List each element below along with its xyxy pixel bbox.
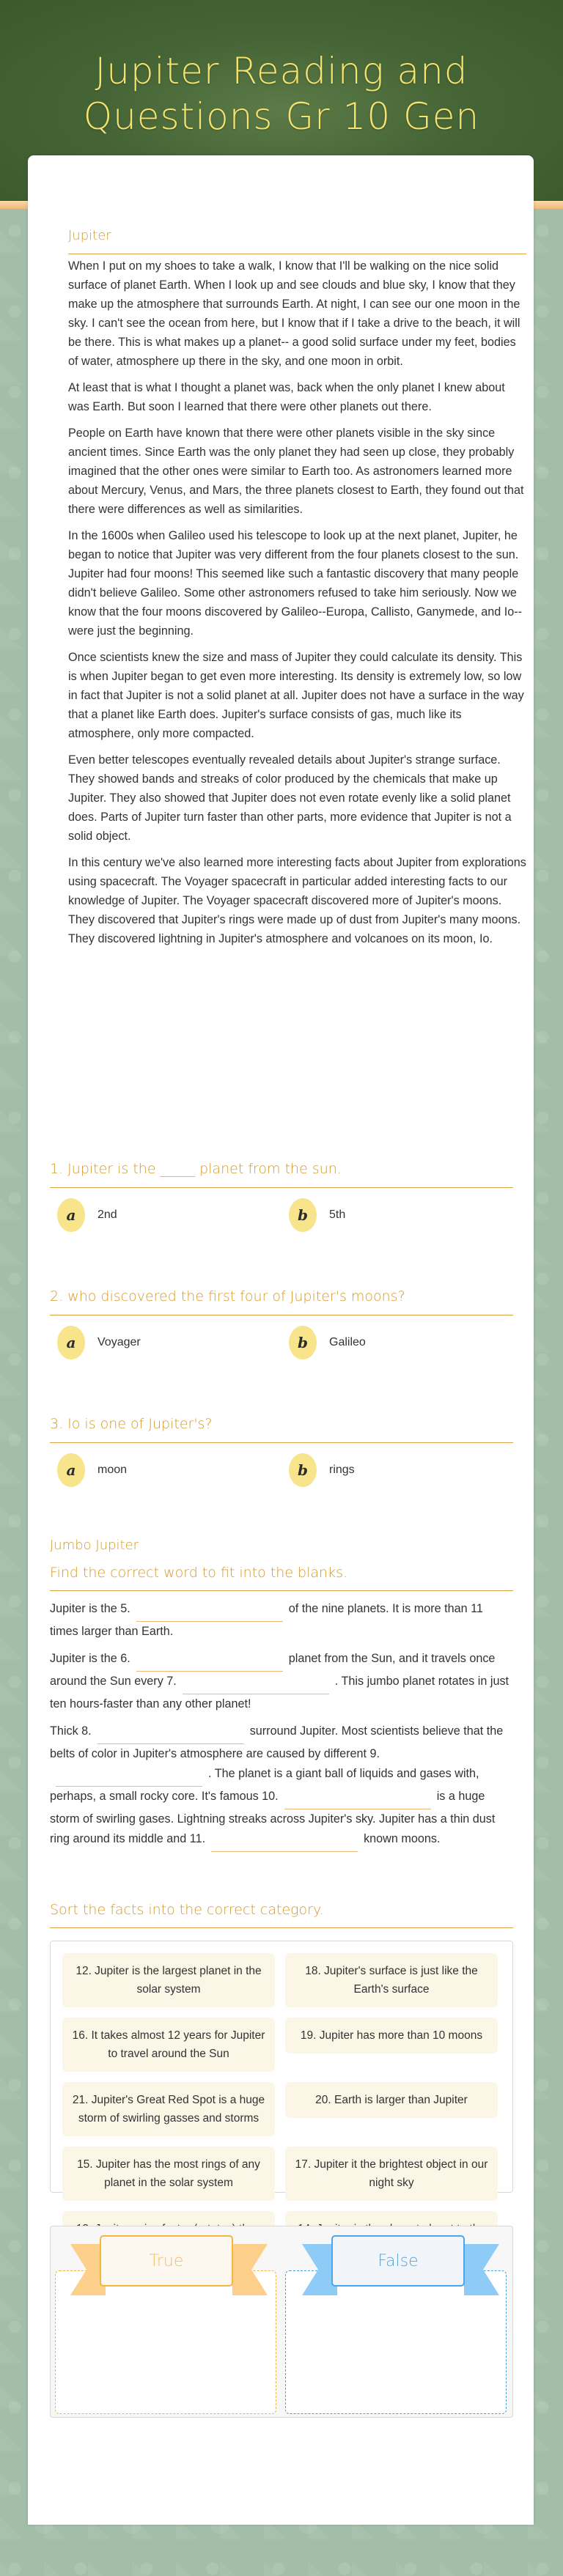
answer-options — [50, 1326, 513, 1359]
reading-paragraph: In the 1600s when Galileo used his telescope to look up at the next planet, Jupiter, he began to notice that Jupiter was very different from the four planets closest to the sun. Jupiter had four moons! This seemed like such a fantastic discovery that many people didn't believe Galileo. Some other astronomers refused to take him seriously. Now we know that the four moons discovered by Galileo--Europa, Callisto, Ganymede, and Io-- were just the beginning. — [68, 529, 523, 638]
answer-options — [50, 1198, 513, 1232]
option-letter-badge: a — [57, 1198, 85, 1232]
worksheet-card — [28, 155, 534, 2525]
blank-6-input[interactable] — [136, 1656, 283, 1672]
fact-card[interactable]: 12. Jupiter is the largest planet in the solar system — [62, 1953, 275, 2007]
fill-in-heading: Jumbo Jupiter — [50, 1538, 139, 1553]
passage-text: . The planet is a giant ball of liquids and gases with, perhaps, a small rocky core. It's famous 10. — [50, 1767, 479, 1803]
reading-paragraph: Even better telescopes eventually revealed details about Jupiter's strange surface. They showed bands and streaks of color produced by the chemicals that make up Jupiter. They also showed that Jupiter does not even rotate evenly like a solid planet does. Parts of Jupiter turn faster than other parts, more evidence that Jupiter is not a solid object. — [68, 753, 512, 843]
blank-11-input[interactable] — [211, 1836, 358, 1852]
answer-options — [50, 1453, 513, 1487]
question-title: 1. Jupiter is the _____ planet from the sun. — [50, 1159, 513, 1188]
fill-in-instruction: Find the correct word to fit into the blanks. — [50, 1562, 513, 1591]
passage-text: Jupiter is the 5. — [50, 1602, 130, 1615]
facts-pool — [50, 1941, 513, 2193]
sort-heading: Sort the facts into the correct category. — [50, 1900, 513, 1928]
blank-9-input[interactable] — [56, 1771, 202, 1787]
option-letter-badge: b — [289, 1453, 317, 1487]
reading-paragraph: Once scientists knew the size and mass of Jupiter they could calculate its density. This is when Jupiter began to get even more interesting. Its density is extremely low, so low in fact that Jupiter is not a solid planet at all. Jupiter does not have a surface in the way that a planet like Earth does. Jupiter's surface consists of gas, much like its atmosphere, only more compacted. — [68, 651, 524, 740]
passage-text: known moons. — [364, 1832, 441, 1845]
passage-text: surround Jupiter. Most scientists believe that the belts of color in Jupiter's atmosphere are caused by different 9. — [50, 1724, 504, 1760]
reading-paragraph: At least that is what I thought a planet was, back when the only planet I knew about was Earth. But soon I learned that there were other planets out there. — [68, 381, 505, 413]
reading-passage — [68, 257, 526, 956]
fill-in-passage — [50, 1599, 513, 1859]
fact-card[interactable]: 19. Jupiter has more than 10 moons — [285, 2018, 498, 2053]
passage-text: is a huge storm of swirling gases. Lightning streaks across Jupiter's sky. Jupiter has a thin dust ring around its middle and 11. — [50, 1790, 496, 1845]
fill-paragraph-2 — [50, 1649, 513, 1714]
option-letter-badge: b — [289, 1198, 317, 1232]
option-text: Voyager — [97, 1336, 141, 1348]
option-text: rings — [329, 1464, 355, 1476]
ribbon-tail-icon — [464, 2244, 499, 2295]
title-line-2: Questions Gr 10 Gen — [83, 95, 480, 138]
category-container — [50, 2226, 513, 2418]
category-label-false: False — [331, 2235, 465, 2287]
reading-paragraph: People on Earth have known that there were other planets visible in the sky since ancient times. Since Earth was the only planet they had seen up close, they probably imagined that the other ones were similar to Earth too. As astronomers learned more about Mercury, Venus, and Mars, the three planets closest to Earth, they found out that there were differences as well as similarities. — [68, 427, 524, 516]
option-text: 2nd — [97, 1208, 117, 1221]
fact-card[interactable]: 21. Jupiter's Great Red Spot is a huge storm of swirling gasses and storms — [62, 2082, 275, 2136]
ribbon-tail-icon — [232, 2244, 268, 2295]
option-a[interactable] — [50, 1453, 282, 1487]
option-a[interactable] — [50, 1198, 282, 1232]
fact-card[interactable]: 20. Earth is larger than Jupiter — [285, 2082, 498, 2118]
question-title: 3. Io is one of Jupiter's? — [50, 1414, 513, 1443]
reading-paragraph: In this century we've also learned more interesting facts about Jupiter from explorations using spacecraft. The Voyager spacecraft in particular added interesting facts to our knowledge of Jupiter. The Voyager spacecraft discovered more of Jupiter's moons. They discovered that Jupiter's rings were made up of dust from Jupiter's many moons. They discovered lightning in Jupiter's atmosphere and volcanoes on its moon, Io. — [68, 856, 526, 945]
reading-paragraph: When I put on my shoes to take a walk, I know that I'll be walking on the nice solid surface of planet Earth. When I look up and see clouds and blue sky, I know that they make up the atmosphere that surrounds Earth. At night, I can see our one moon in the sky. I can't see the ocean from here, but I know that if I take a drive to the beach, it will be there. This is what makes up a planet-- a good solid surface under my feet, bodies of water, atmosphere up there in the sky, and one moon in orbit. — [68, 259, 520, 368]
option-letter-badge: b — [289, 1326, 317, 1359]
blank-8-input[interactable] — [97, 1728, 244, 1744]
category-label-true: True — [100, 2235, 233, 2287]
option-b[interactable] — [282, 1326, 513, 1359]
question-1 — [50, 1159, 513, 1232]
option-text: moon — [97, 1464, 128, 1476]
fact-card[interactable]: 17. Jupiter it the brightest object in our night sky — [285, 2147, 498, 2201]
fact-card[interactable]: 18. Jupiter's surface is just like the Earth's surface — [285, 1953, 498, 2007]
option-b[interactable] — [282, 1453, 513, 1487]
option-letter-badge: a — [57, 1453, 85, 1487]
reading-heading: Jupiter — [68, 226, 526, 254]
fact-card[interactable]: 15. Jupiter has the most rings of any planet in the solar system — [62, 2147, 275, 2201]
blank-5-input[interactable] — [136, 1606, 283, 1622]
fact-card[interactable]: 16. It takes almost 12 years for Jupiter to travel around the Sun — [62, 2018, 275, 2072]
blank-7-input[interactable] — [183, 1678, 329, 1694]
passage-text: . This jumbo planet rotates in just ten hours-faster than any other planet! — [50, 1675, 509, 1710]
option-text: Galileo — [329, 1336, 366, 1348]
question-2 — [50, 1287, 513, 1359]
blank-10-input[interactable] — [284, 1793, 431, 1809]
passage-text: Jupiter is the 6. — [50, 1652, 130, 1665]
option-text: 5th — [329, 1208, 346, 1221]
fill-paragraph-1 — [50, 1599, 513, 1642]
fill-paragraph-3 — [50, 1721, 513, 1852]
passage-text: planet from the Sun, and it travels once around the Sun every 7. — [50, 1652, 496, 1688]
passage-text: of the nine planets. It is more than 11 times larger than Earth. — [50, 1602, 483, 1638]
title-line-1: Jupiter Reading and — [95, 50, 468, 92]
page-title — [0, 48, 563, 139]
question-3 — [50, 1414, 513, 1487]
option-letter-badge: a — [57, 1326, 85, 1359]
question-title: 2. who discovered the first four of Jupiter's moons? — [50, 1287, 513, 1315]
option-b[interactable] — [282, 1198, 513, 1232]
passage-text: Thick 8. — [50, 1724, 92, 1738]
option-a[interactable] — [50, 1326, 282, 1359]
